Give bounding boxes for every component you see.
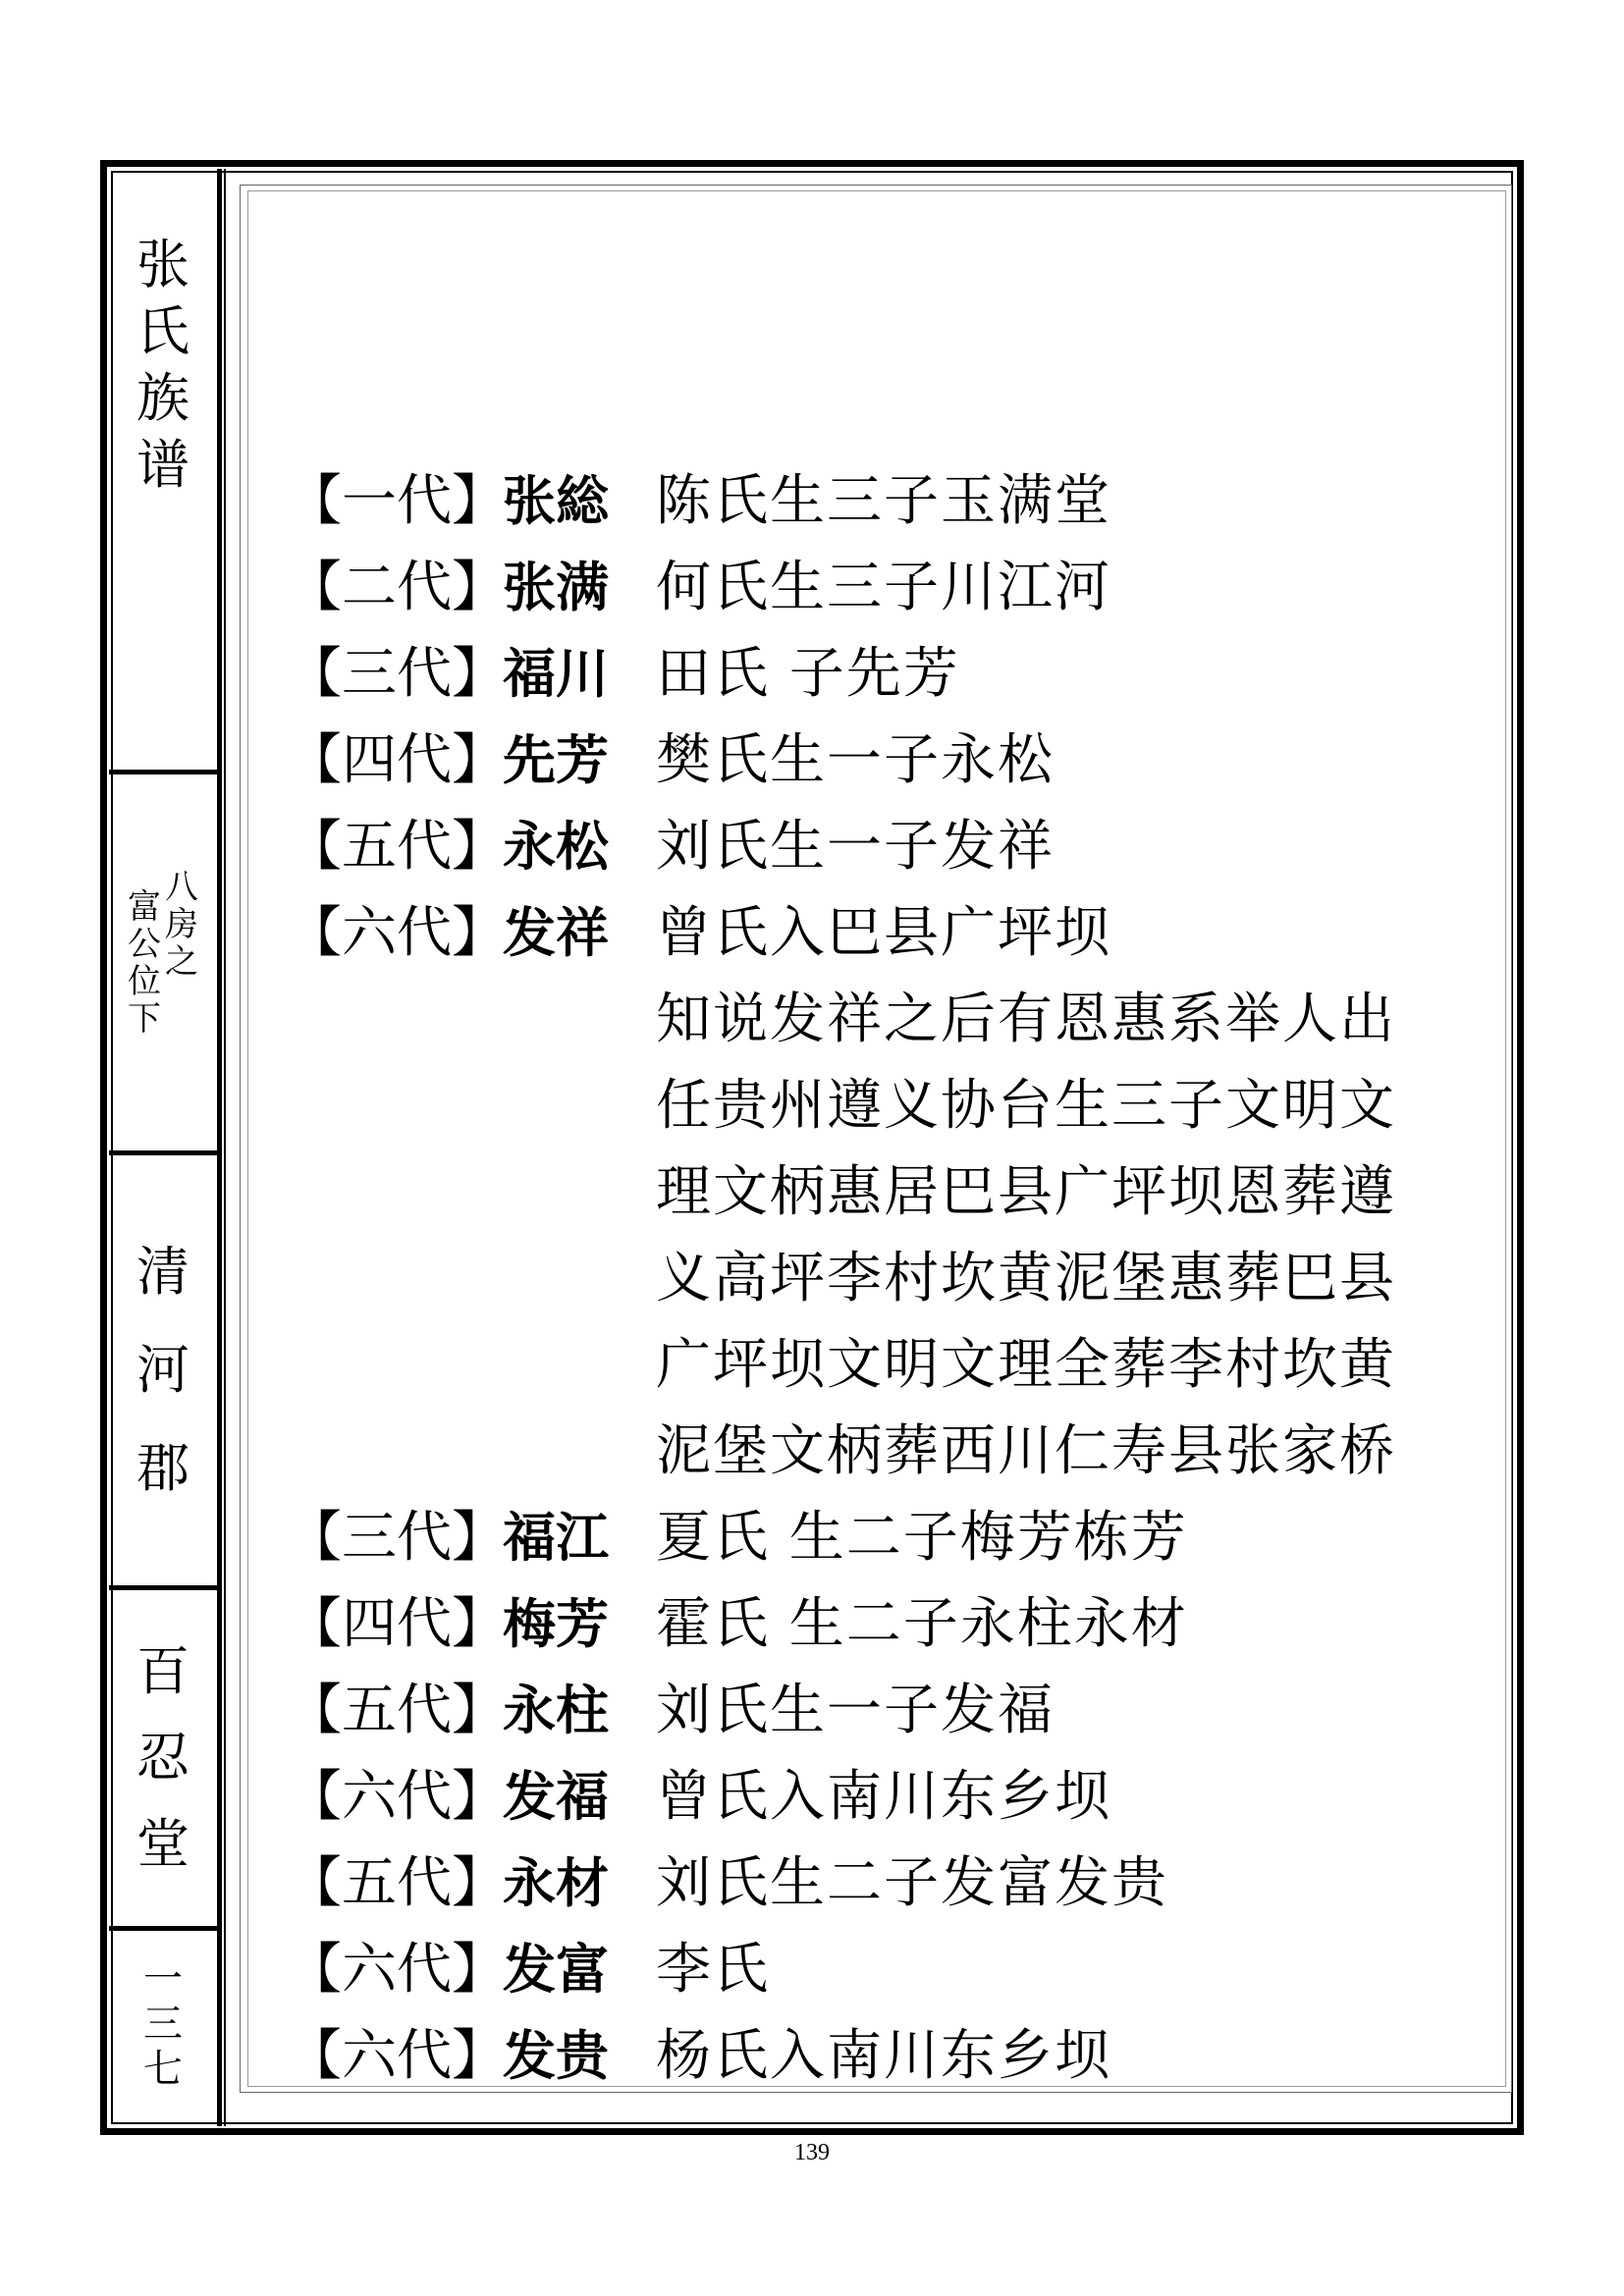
entry-row	[287, 1494, 1504, 1580]
generation-label: 【六代】	[287, 1938, 507, 2002]
continuation-row	[287, 1235, 1504, 1321]
generation-label: 【四代】	[287, 728, 507, 792]
entry-description: 霍氏 生二子永柱永材	[656, 1592, 1188, 1656]
hall-char: 忍	[136, 1727, 189, 1789]
entry-description: 何氏生三子川江河	[656, 556, 1111, 619]
person-name: 永松	[503, 816, 609, 878]
sidebar	[109, 169, 222, 2126]
person-name: 发贵	[503, 2025, 609, 2087]
sidebar-hall	[109, 1590, 217, 1926]
branch-char: 富	[128, 886, 161, 927]
entry-description: 曾氏入巴县广坪坝	[656, 901, 1111, 965]
person-name: 发福	[503, 1766, 609, 1828]
commandery-char: 清	[136, 1241, 189, 1303]
page-number: 139	[794, 2140, 830, 2165]
branch-char: 房	[165, 904, 198, 944]
continuation-row	[287, 976, 1504, 1062]
page-chinese-char: 七	[143, 2047, 183, 2092]
generation-label: 【三代】	[287, 642, 507, 706]
generation-label: 【五代】	[287, 815, 507, 879]
page-chinese-char: 一	[143, 1956, 183, 2002]
person-name: 发富	[503, 1939, 609, 2001]
title-char: 族	[136, 367, 189, 429]
generation-label: 【六代】	[287, 2024, 507, 2088]
branch-char: 位	[128, 961, 161, 1001]
entry-row	[287, 457, 1504, 544]
entry-description: 樊氏生一子永松	[656, 728, 1055, 792]
person-name: 发祥	[503, 902, 609, 964]
continuation-text: 任贵州遵义协台生三子文明文	[656, 1074, 1396, 1138]
entry-row	[287, 630, 1504, 717]
continuation-row	[287, 1408, 1504, 1494]
entry-row	[287, 1753, 1504, 1840]
person-name: 永柱	[503, 1680, 609, 1741]
branch-char: 八	[165, 867, 198, 907]
entry-description: 刘氏生二子发富发贵	[656, 1851, 1168, 1915]
continuation-text: 泥堡文柄葬西川仁寿县张家桥	[656, 1419, 1396, 1483]
entry-row	[287, 889, 1504, 976]
sidebar-page-chinese	[109, 1931, 217, 2117]
person-name: 永材	[503, 1852, 609, 1914]
branch-char: 下	[128, 998, 161, 1039]
entry-description: 田氏 子先芳	[656, 642, 960, 706]
continuation-row	[287, 1148, 1504, 1235]
commandery-char: 郡	[136, 1437, 189, 1499]
sidebar-commandery	[109, 1155, 217, 1585]
continuation-text: 义高坪李村坎黄泥堡惠葬巴县	[656, 1247, 1396, 1310]
person-name: 张総	[503, 470, 609, 532]
generation-label: 【四代】	[287, 1592, 507, 1656]
entry-row	[287, 2012, 1504, 2099]
hall-char: 堂	[136, 1813, 189, 1875]
continuation-text: 广坪坝文明文理全葬李村坎黄	[656, 1333, 1396, 1397]
generation-label: 【二代】	[287, 556, 507, 619]
page-chinese-char: 三	[143, 2002, 183, 2047]
sidebar-title	[109, 208, 217, 522]
entry-row	[287, 803, 1504, 889]
generation-label: 【六代】	[287, 1765, 507, 1829]
sidebar-branch	[109, 774, 217, 1150]
entry-row	[287, 1580, 1504, 1667]
entry-description: 刘氏生一子发福	[656, 1679, 1055, 1742]
title-char: 张	[136, 234, 189, 295]
entry-description: 陈氏生三子玉满堂	[656, 469, 1111, 533]
generation-label: 【六代】	[287, 901, 507, 965]
hall-char: 百	[136, 1640, 189, 1702]
entry-row	[287, 544, 1504, 630]
branch-char: 之	[165, 941, 198, 982]
branch-char: 公	[128, 924, 161, 964]
title-char: 氏	[136, 300, 189, 362]
generation-label: 【五代】	[287, 1851, 507, 1915]
person-name: 福江	[503, 1507, 609, 1569]
entry-description: 曾氏入南川东乡坝	[656, 1765, 1111, 1829]
entry-row	[287, 1926, 1504, 2012]
person-name: 张满	[503, 557, 609, 618]
generation-label: 【一代】	[287, 469, 507, 533]
entry-description: 杨氏入南川东乡坝	[656, 2024, 1111, 2088]
person-name: 先芳	[503, 729, 609, 791]
title-char: 谱	[136, 434, 189, 496]
continuation-text: 知说发祥之后有恩惠系举人出	[656, 988, 1396, 1051]
entry-row	[287, 1840, 1504, 1926]
entry-row	[287, 717, 1504, 803]
person-name: 福川	[503, 643, 609, 705]
entry-row	[287, 1667, 1504, 1753]
genealogy-entries	[287, 457, 1504, 2099]
continuation-row	[287, 1062, 1504, 1148]
generation-label: 【三代】	[287, 1506, 507, 1570]
continuation-text: 理文柄惠居巴县广坪坝恩葬遵	[656, 1160, 1396, 1224]
person-name: 梅芳	[503, 1593, 609, 1655]
entry-description: 李氏	[656, 1938, 770, 2002]
entry-description: 夏氏 生二子梅芳栋芳	[656, 1506, 1188, 1570]
commandery-char: 河	[136, 1339, 189, 1401]
continuation-row	[287, 1321, 1504, 1408]
generation-label: 【五代】	[287, 1679, 507, 1742]
entry-description: 刘氏生一子发祥	[656, 815, 1055, 879]
